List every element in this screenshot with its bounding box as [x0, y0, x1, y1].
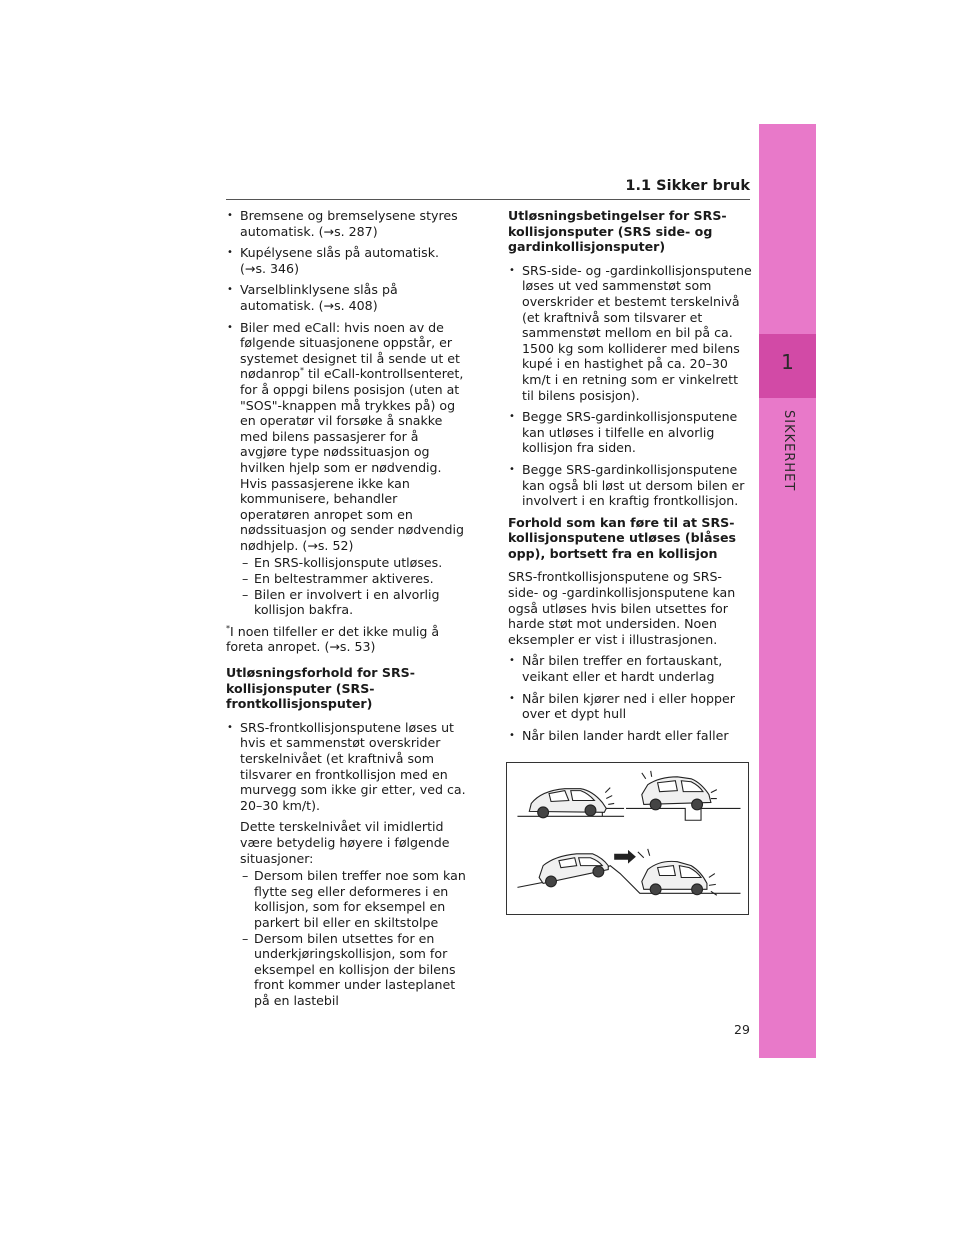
list-item: • Når bilen treffer en fortauskant, veikant eller et hardt underlag — [508, 653, 752, 684]
ecall-conditions — [240, 555, 466, 617]
chapter-number: 1 — [781, 350, 794, 374]
left-column — [226, 208, 466, 1015]
impact-illustration-drawing — [507, 763, 748, 914]
list-item: • SRS-frontkollisjonsputene løses ut hvis et sammenstøt overskrider terskelnivået (et kraftnivå som tilsvarer en frontkollisjon med en murvegg som ikke gir etter, ved ca. 20–30 km/t). Dette terskelnivået vil imidlertid være betydelig høyere i følgende situasjoner: – Dersom bilen treffer noe som kan flytte seg eller deformeres i en kollisjon, som for eksempel en parkert bil eller en skiltstolpe – Dersom bilen utsettes for en underkjøringskollisjon, som for eksempel en kollisjon der bilens front kommer under lasteplanet på en lastebil — [226, 720, 466, 1009]
heading-front-airbags: Utløsningsforhold for SRS-kollisjonsputer (SRS-frontkollisjonsputer) — [226, 665, 415, 712]
car-dropping-in-hole — [626, 771, 740, 820]
auto-functions-list — [226, 208, 466, 618]
ecall-text-before: Biler med eCall: hvis noen av de følgende situasjonene oppstår, er systemet designet til å sende ut et nødanrop — [240, 319, 460, 382]
list-item: • Begge SRS-gardinkollisjonsputene kan også bli løst ut dersom bilen er involvert i en kraftig frontkollisjon. — [508, 462, 752, 509]
ecall-condition: – En SRS-kollisjonspute utløses. — [242, 555, 443, 571]
other-conditions-list — [508, 653, 752, 743]
chapter-side-tab — [759, 124, 816, 1058]
heading-other-conditions: Forhold som kan føre til at SRS-kollisjonsputene utløses (blåses opp), bortsett fra en kollisjon — [508, 514, 736, 561]
front-conditions — [240, 868, 466, 1008]
section-title: 1.1 Sikker bruk — [625, 178, 750, 194]
list-item: • Bremsene og bremselysene styres automatisk. (→s. 287) — [226, 208, 466, 239]
footnote: *I noen tilfeller er det ikke mulig å foreta anropet. (→s. 53) — [226, 623, 440, 655]
ecall-item — [226, 320, 466, 618]
other-conditions-paragraph: SRS-frontkollisjonsputene og SRS-side- og -gardinkollisjonsputene kan også utløses hvis bilen utsettes for harde støt mot undersiden. Noen eksempler er vist i illustrasjonen. — [508, 569, 736, 647]
heading-side-airbags: Utløsningsbetingelser for SRS-kollisjonsputer (SRS side- og gardinkollisjonsputer) — [508, 208, 727, 255]
list-item: • Når bilen lander hardt eller faller — [508, 728, 752, 744]
header-divider — [226, 199, 750, 200]
right-column — [508, 208, 752, 749]
ecall-condition: – Bilen er involvert i en alvorlig kollisjon bakfra. — [242, 586, 440, 618]
list-item: • Begge SRS-gardinkollisjonsputene kan utløses i tilfelle en alvorlig kollisjon fra siden. — [508, 409, 752, 456]
ecall-condition: – En beltestrammer aktiveres. — [242, 571, 434, 587]
front-airbag-list — [226, 720, 466, 1009]
impact-illustration — [506, 762, 749, 915]
motion-arrow-icon — [614, 850, 636, 864]
page-number: 29 — [734, 1022, 750, 1037]
chapter-label: SIKKERHET — [781, 410, 796, 492]
list-item: • SRS-side- og -gardinkollisjonsputene løses ut ved sammenstøt som overskrider et bestemt terskelnivå (et kraftnivå som tilsvarer et sammenstøt mellom en bil på ca. 1500 kg som kolliderer med bilens kupé i en hastighet på ca. 20–30 km/t i en retning som er vinkelrett til bilens posisjon). — [508, 263, 752, 403]
side-airbag-list — [508, 263, 752, 509]
front-condition: – Dersom bilen utsettes for en underkjøringskollisjon, som for eksempel en kollisjon der bilens front kommer under lasteplanet på en lastebil — [242, 930, 456, 1008]
footnote-marker: * — [226, 623, 230, 633]
list-item: • Varselblinklysene slås på automatisk. (→s. 408) — [226, 282, 466, 313]
car-hitting-curb — [517, 788, 624, 818]
front-condition: – Dersom bilen treffer noe som kan flytte seg eller deformeres i en kollisjon, som for eksempel en parkert bil eller en skiltstolpe — [242, 868, 466, 930]
list-item: • Når bilen kjører ned i eller hopper over et dypt hull — [508, 691, 752, 722]
front-followup: Dette terskelnivået vil imidlertid være betydelig høyere i følgende situasjoner: — [240, 819, 450, 866]
footnote-marker: * — [299, 366, 304, 376]
list-item: • Kupélysene slås på automatisk. (→s. 346) — [226, 245, 466, 276]
ecall-text-after: til eCall-kontrollsenteret, for å oppgi bilens posisjon (uten at "SOS"-knappen må trykkes på) og en operatør vil forsøke å snakke med bilens passasjerer for å avgjøre type nødssituasjon og hvilken hjelp som er nødvendig. Hvis passasjerene ikke kan kommunisere, behandler operatøren anropet som en nødssituasjon og sender nødvendig nødhjelp. (→s. 52) — [240, 366, 464, 553]
